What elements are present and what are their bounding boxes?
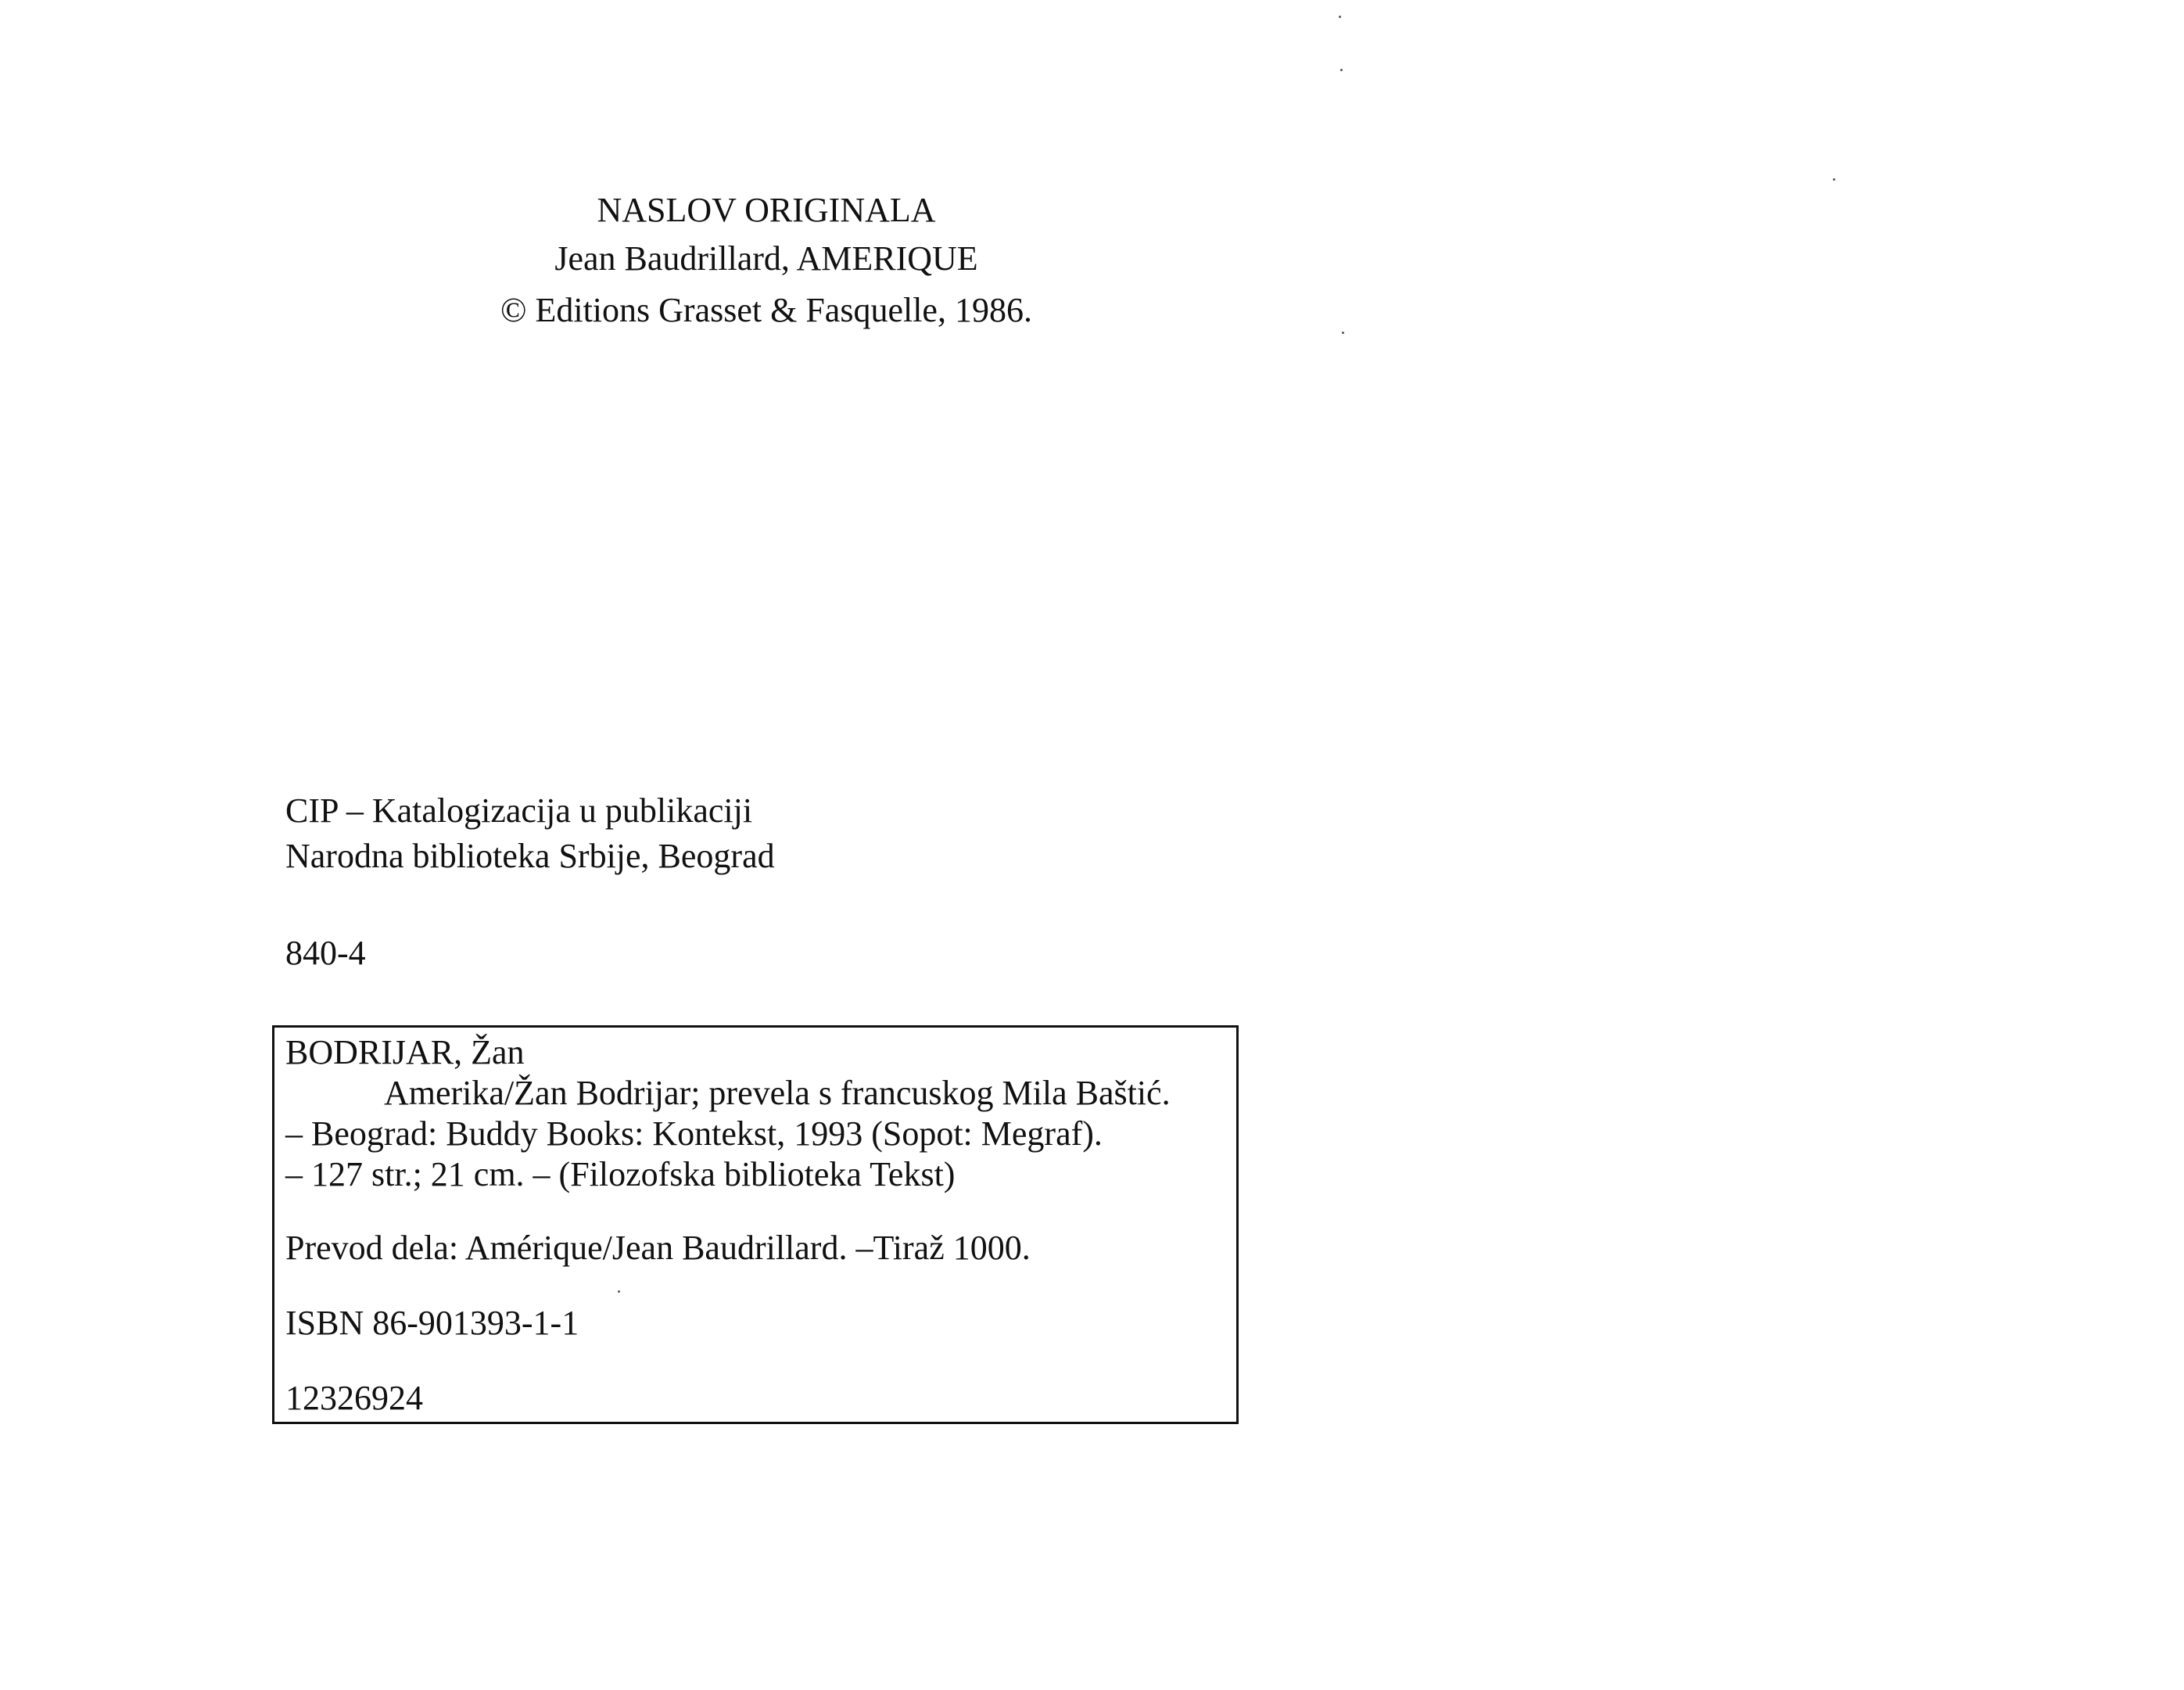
original-title-heading: NASLOV ORIGINALA (597, 191, 936, 229)
original-author-title: Jean Baudrillard, AMERIQUE (554, 239, 978, 278)
scan-speck (1342, 332, 1344, 334)
udc-number: 840-4 (285, 934, 366, 972)
cip-block (285, 788, 775, 879)
card-title-line: Amerika/Žan Bodrijar; prevela s francuskog Mila Baštić. (384, 1074, 1171, 1112)
card-description: – 127 str.; 21 cm. – (Filozofska biblioteka Tekst) (285, 1155, 956, 1193)
scan-speck (1340, 69, 1343, 71)
card-translation-note: Prevod dela: Amérique/Jean Baudrillard. –Tiraž 1000. (285, 1229, 1031, 1267)
card-id-number: 12326924 (285, 1379, 423, 1417)
original-title-block (375, 186, 1157, 335)
card-author: BODRIJAR, Žan (285, 1033, 525, 1071)
catalog-card (272, 1025, 1239, 1424)
cip-line-1: CIP – Katalogizacija u publikaciji (285, 791, 753, 830)
cip-line-2: Narodna biblioteka Srbije, Beograd (285, 837, 775, 875)
copyright-line: © Editions Grasset & Fasquelle, 1986. (500, 291, 1032, 329)
card-publication: – Beograd: Buddy Books: Kontekst, 1993 (Sopot: Megraf). (285, 1114, 1103, 1153)
scan-speck (618, 1290, 620, 1293)
scan-speck (1833, 178, 1835, 181)
card-isbn: ISBN 86-901393-1-1 (285, 1304, 579, 1342)
scan-speck (1339, 16, 1341, 18)
